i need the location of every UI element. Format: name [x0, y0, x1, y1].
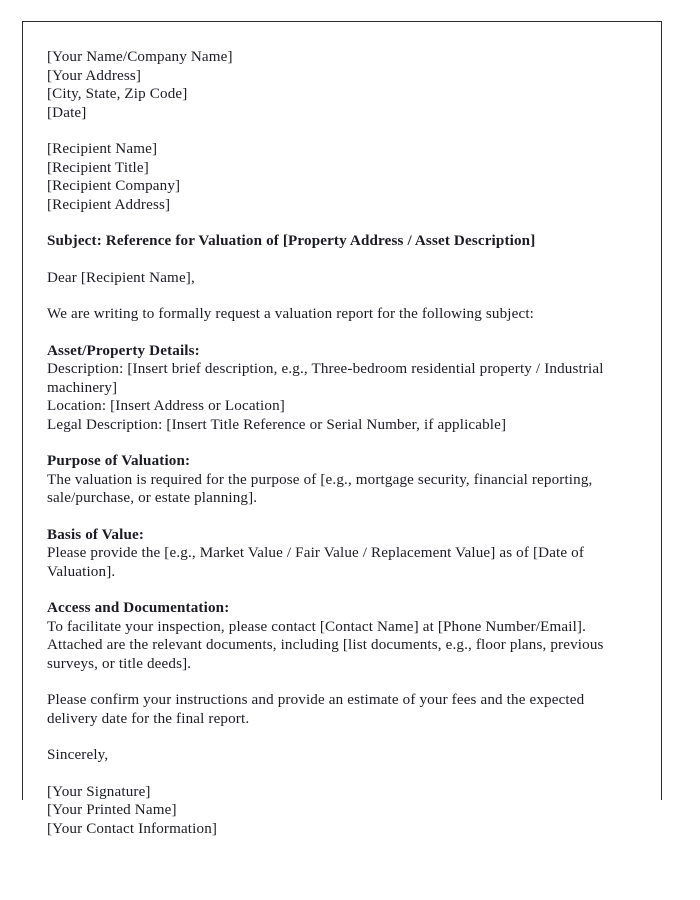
- section-line-contact: To facilitate your inspection, please contact [Contact Name] at [Phone Number/Email].: [47, 618, 587, 635]
- section-asset-property-details: [47, 342, 627, 435]
- section-heading-asset-property-details: Asset/Property Details:: [47, 342, 200, 359]
- intro-paragraph-block: [47, 305, 627, 324]
- recipient-line-address: [Recipient Address]: [47, 196, 171, 213]
- salutation-text: Dear [Recipient Name],: [47, 269, 195, 286]
- signature-line-contact-information: [Your Contact Information]: [47, 820, 218, 837]
- section-line-attachments: Attached are the relevant documents, including [list documents, e.g., floor plans, previous surveys, or title deeds].: [47, 637, 604, 672]
- section-line-description: Description: [Insert brief description, e.g., Three-bedroom residential property / Industrial machinery]: [47, 361, 604, 396]
- section-line-legal-description: Legal Description: [Insert Title Reference or Serial Number, if applicable]: [47, 416, 507, 433]
- closing-paragraph-block: [47, 691, 627, 728]
- section-heading-access-and-documentation: Access and Documentation:: [47, 600, 230, 616]
- subject-block: [47, 232, 627, 251]
- sender-line-date: [Date]: [47, 104, 87, 121]
- section-basis-of-value: [47, 526, 627, 582]
- closing-paragraph-text: Please confirm your instructions and provide an estimate of your fees and the expected delivery date for the final report.: [47, 692, 585, 727]
- closing-salutation-text: Sincerely,: [47, 747, 109, 763]
- recipient-line-name: [Recipient Name]: [47, 141, 158, 157]
- section-line-purpose: The valuation is required for the purpose of [e.g., mortgage security, financial reporting, sale/purchase, or estate planning].: [47, 471, 593, 506]
- section-line-basis: Please provide the [e.g., Market Value / Fair Value / Replacement Value] as of [Date of Valuation].: [47, 545, 585, 580]
- salutation-block: [47, 269, 627, 288]
- section-line-location: Location: [Insert Address or Location]: [47, 398, 285, 414]
- section-heading-basis-of-value: Basis of Value:: [47, 526, 145, 543]
- section-access-and-documentation: [47, 599, 627, 673]
- signature-block: [47, 783, 627, 839]
- sender-address-block: [47, 48, 627, 122]
- recipient-address-block: [47, 140, 627, 214]
- sender-line-name: [Your Name/Company Name]: [47, 49, 233, 65]
- sender-line-address: [Your Address]: [47, 67, 142, 84]
- subject-line: Subject: Reference for Valuation of [Property Address / Asset Description]: [47, 233, 536, 249]
- sender-line-city-state-zip: [City, State, Zip Code]: [47, 86, 188, 102]
- letter-content: [47, 48, 627, 838]
- recipient-line-company: [Recipient Company]: [47, 178, 181, 194]
- section-purpose-of-valuation: [47, 452, 627, 508]
- signature-line-signature: [Your Signature]: [47, 783, 151, 800]
- intro-paragraph-text: We are writing to formally request a valuation report for the following subject:: [47, 306, 535, 322]
- section-heading-purpose-of-valuation: Purpose of Valuation:: [47, 453, 191, 469]
- signature-line-printed-name: [Your Printed Name]: [47, 802, 177, 818]
- letter-page: [22, 21, 662, 837]
- recipient-line-title: [Recipient Title]: [47, 159, 149, 176]
- closing-salutation-block: [47, 746, 627, 765]
